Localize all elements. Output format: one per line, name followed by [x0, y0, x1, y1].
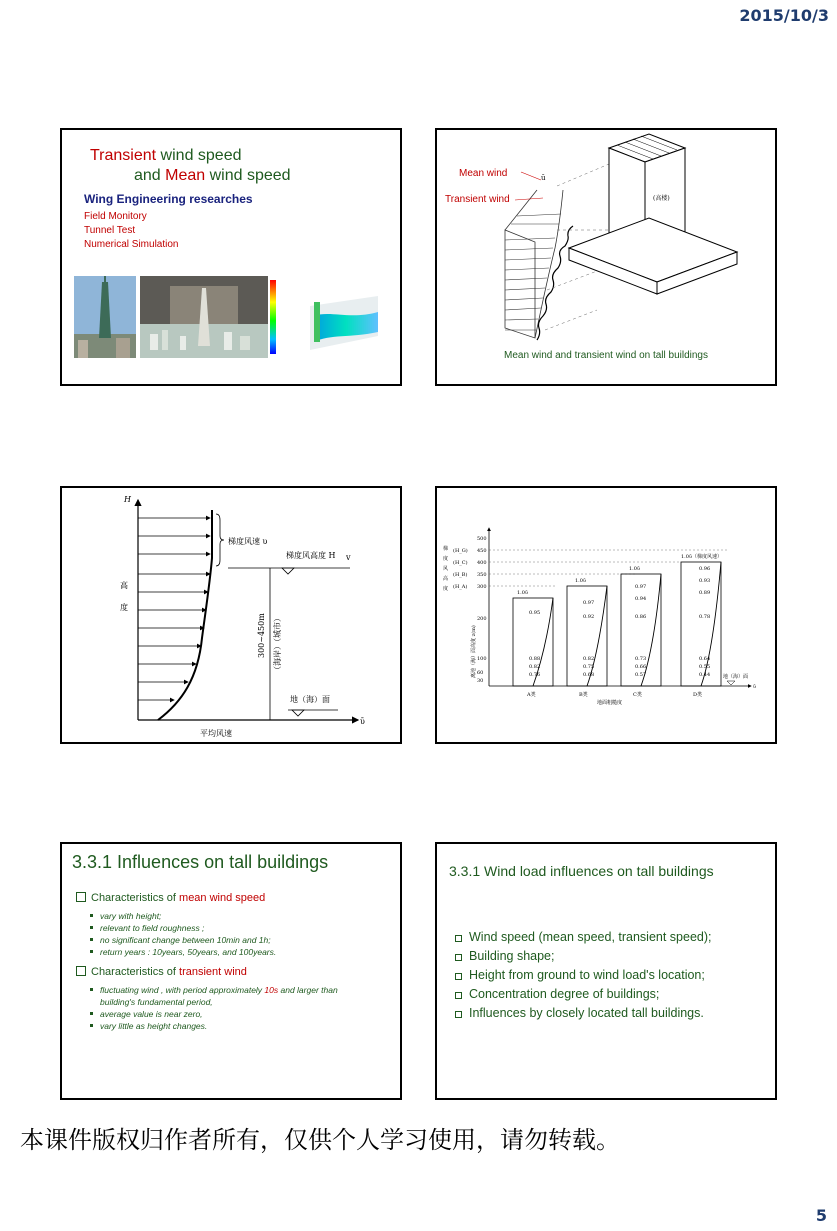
y-tick-label: 30 — [477, 678, 484, 684]
list-item: Influences by closely located tall buildings. — [455, 1004, 712, 1023]
coefficient-label: 0.55 — [699, 664, 711, 670]
terrain-profile-chart — [437, 488, 775, 742]
cfd-simulation-image — [270, 276, 382, 358]
coefficient-label: 0.78 — [699, 614, 711, 620]
ubar-label: ū — [541, 174, 546, 182]
coefficient-label: 0.66 — [635, 664, 647, 670]
slide1-title — [90, 146, 291, 186]
coefficient-label: 0.68 — [583, 672, 595, 678]
top-label-d: 1.0ῡ（梯度风速） — [681, 554, 722, 560]
building-label: (高楼) — [653, 195, 670, 202]
transient-wind-section-heading — [76, 966, 247, 978]
coefficient-label: 0.86 — [635, 614, 647, 620]
gradient-height-sub: v — [346, 553, 351, 562]
list-item: relevant to field roughness ; — [90, 922, 276, 934]
range-label: 300~450m — [257, 613, 266, 658]
h-axis-label: H — [124, 495, 131, 504]
left-label-1: 梯 — [443, 546, 449, 552]
coefficient-label: 0.94 — [635, 596, 647, 602]
slide-gradient-wind-profile — [60, 486, 402, 744]
list-item: fluctuating wind , with period approximately 10s and larger than building's fundamental period, — [90, 984, 370, 1008]
category-c: C类 — [633, 692, 642, 698]
list-item: Building shape; — [455, 947, 712, 966]
left-label-2: 度 — [443, 556, 449, 562]
coefficient-label: 0.76 — [529, 672, 541, 678]
slide1-subtitle: Wing Engineering researches — [84, 192, 253, 206]
mean-wind-label: Mean wind — [459, 168, 508, 179]
checkbox-bullet-icon — [76, 966, 86, 976]
slide5-title: 3.3.1 Influences on tall buildings — [72, 852, 329, 872]
coefficient-label: 0.97 — [635, 584, 647, 590]
mean-wind-list — [90, 910, 276, 958]
list-item: Wind speed (mean speed, transient speed); — [455, 928, 712, 947]
v-axis-label: ῡ — [753, 684, 757, 690]
y-tick-label: 400 — [477, 560, 487, 566]
y-tick-label: 350 — [477, 572, 487, 578]
mean-wind-section-heading — [76, 892, 265, 904]
left-label-5: 度 — [443, 586, 449, 592]
wind-load-influences-list — [455, 928, 712, 1023]
list-item: Field Monitory — [84, 211, 147, 222]
height-label-1: 高 — [120, 581, 128, 590]
slide2-caption: Mean wind and transient wind on tall buildings — [503, 350, 708, 361]
list-item: Tunnel Test — [84, 225, 136, 236]
gradient-height-label: (H_B) — [453, 572, 468, 578]
sec2-red: transient wind — [179, 966, 247, 978]
slide-mean-transient-diagram — [435, 128, 777, 386]
gradient-speed-label: 梯度风速 υ — [228, 537, 268, 546]
list-item: no significant change between 10min and 1h; — [90, 934, 276, 946]
y-tick-label: 450 — [477, 548, 487, 554]
y-tick-label: 500 — [477, 536, 487, 542]
gradient-wind-profile-chart — [62, 488, 400, 742]
slide-wind-load-influences — [435, 842, 777, 1100]
ground-label: 地（海）面 — [723, 674, 749, 680]
category-d: D类 — [693, 692, 703, 698]
transient-wind-label: Transient wind — [445, 194, 510, 205]
list-item: Height from ground to wind load's location; — [455, 966, 712, 985]
y-tick-label: 200 — [477, 616, 487, 622]
list-item: average value is near zero, — [90, 1008, 370, 1020]
title-mean: Mean — [165, 167, 206, 184]
top-label-b: 1.0ῡ — [575, 578, 586, 584]
title-line2-rest: wind speed — [205, 167, 291, 184]
slide-terrain-categories — [435, 486, 777, 744]
coefficient-label: 0.57 — [635, 672, 647, 678]
slide-transient-mean-wind — [60, 128, 402, 386]
coefficient-label: 0.82 — [529, 664, 541, 670]
coefficient-label: 0.93 — [699, 578, 711, 584]
sec1-pre: Characteristics of — [91, 892, 180, 904]
coefficient-label: 0.89 — [699, 590, 711, 596]
coefficient-label: 0.44 — [699, 672, 711, 678]
coefficient-label: 0.73 — [635, 656, 647, 662]
avg-speed-label: 平均风速 — [200, 729, 232, 738]
list-item: Numerical Simulation — [84, 239, 179, 250]
height-label-2: 度 — [120, 603, 128, 612]
coefficient-label: 0.95 — [529, 610, 541, 616]
page-number: 5 — [815, 1206, 827, 1225]
sec1-red: mean wind speed — [179, 892, 266, 904]
gradient-height-label: (H_C) — [453, 560, 468, 566]
title-line1-rest: wind speed — [156, 147, 242, 164]
transient-wind-list — [90, 984, 370, 1032]
list-item: return years : 10years, 50years, and 100years. — [90, 946, 276, 958]
coefficient-label: 0.64 — [699, 656, 711, 662]
copyright-notice: 本课件版权归作者所有，仅供个人学习使用，请勿转载。 — [20, 1126, 620, 1154]
top-label-a: 1.0ῡ — [517, 590, 528, 596]
top-label-c: 1.0ῡ — [629, 566, 640, 572]
wind-tunnel-photo — [140, 276, 268, 358]
taipei-tower-photo — [74, 276, 136, 358]
gradient-height-label: (H_A) — [453, 584, 468, 590]
coefficient-label: 0.96 — [699, 566, 711, 572]
category-a: A类 — [527, 692, 536, 698]
gradient-height-label: 梯度风高度 H — [286, 551, 336, 560]
list-item: vary with height; — [90, 910, 276, 922]
wind-profile-diagram — [437, 130, 775, 384]
ground-label: 地（海）面 — [290, 695, 330, 704]
coefficient-label: 0.97 — [583, 600, 595, 606]
title-transient: Transient — [90, 147, 157, 164]
coefficient-label: 0.92 — [583, 614, 595, 620]
y-tick-label: 60 — [477, 670, 484, 676]
left-label-3: 风 — [443, 566, 449, 572]
sea-city-label: （海岸）（城市） — [273, 614, 282, 674]
x-axis-label: 地面粗糙度 — [597, 700, 623, 706]
category-b: B类 — [579, 692, 588, 698]
header-date: 2015/10/3 — [739, 6, 829, 25]
slide1-list — [84, 210, 178, 252]
slide6-title: 3.3.1 Wind load influences on tall buildings — [449, 863, 714, 879]
list-item: vary little as height changes. — [90, 1020, 370, 1032]
list-item: Concentration degree of buildings; — [455, 985, 712, 1004]
coefficient-label: 0.75 — [583, 664, 595, 670]
left-label-4: 高 — [443, 576, 449, 582]
slide-influences-tall-buildings — [60, 842, 402, 1100]
coefficient-label: 0.82 — [583, 656, 595, 662]
coefficient-label: 0.88 — [529, 656, 541, 662]
v-axis-label: ῡ — [360, 717, 365, 726]
gradient-height-label: (H_G) — [453, 548, 468, 554]
sec2-pre: Characteristics of — [91, 966, 180, 978]
title-line2-pre: and — [134, 167, 166, 184]
y-tick-label: 100 — [477, 656, 487, 662]
y-axis-label: 离地（海）面高度 z(m) — [471, 625, 477, 678]
y-tick-label: 300 — [477, 584, 487, 590]
checkbox-bullet-icon — [76, 892, 86, 902]
